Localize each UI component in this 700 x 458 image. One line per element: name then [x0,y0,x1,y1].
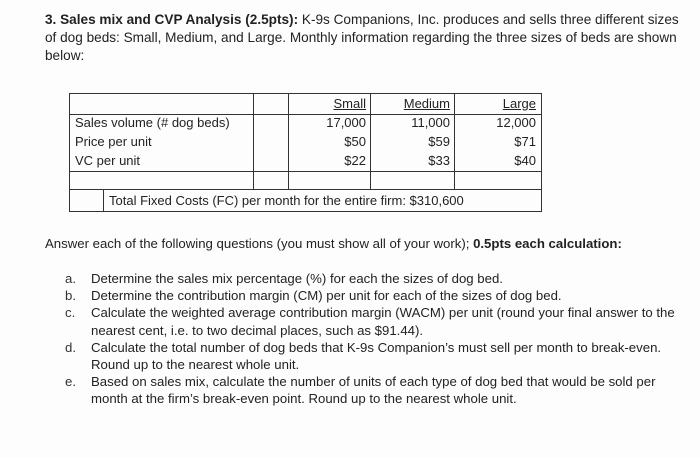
instructions-points: 0.5pts each calculation: [473,236,622,251]
question-e [65,373,677,407]
table-fc-divider [103,190,104,212]
instructions-text: Answer each of the following questions (you must show all of your work); [45,236,474,251]
fixed-costs-text: Total Fixed Costs (FC) per month for the entire firm: $310,600 [109,193,464,208]
table-border-top [69,93,542,94]
problem-title: 3. Sales mix and CVP Analysis (2.5pts): [45,12,299,27]
question-text: Calculate the total number of dog beds that K-9s Companion’s must sell per month to break-even. Round up to the nearest whole unit. [91,339,662,373]
cell-sales-small: 17,000 [326,115,366,130]
question-text: Determine the sales mix percentage (%) for each the sizes of dog bed. [91,271,503,286]
question-letter: b. [65,288,76,304]
question-a [65,270,677,287]
table-line-rows [69,171,542,172]
cell-price-medium: $59 [428,134,450,149]
table-col-divider-1 [253,93,254,190]
question-text: Based on sales mix, calculate the number of units of each type of dog bed that would be sold per month at the firm’s break-even point. Round up to the nearest whole unit. [91,374,656,407]
cell-vc-small: $22 [344,153,366,168]
cell-vc-large: $40 [514,153,536,168]
problem-intro [45,11,685,65]
question-letter: c. [65,305,76,321]
cell-vc-medium: $33 [428,153,450,168]
question-text: Calculate the weighted average contribution margin (WACM) per unit (round your final answer to the nearest cent, i.e. to two decimal places, such as $91.44). [91,305,675,338]
question-text: Determine the contribution margin (CM) per unit for each of the sizes of dog bed. [91,288,562,304]
question-c [65,304,677,338]
row-label-vc: VC per unit [75,153,141,168]
cell-price-small: $50 [344,134,366,149]
cell-sales-large: 12,000 [496,115,536,130]
question-d [65,339,677,373]
question-b [65,287,677,304]
column-header-medium: Medium [403,96,450,111]
problem-description: K-9s Companions, Inc. produces and sells three different sizes of dog beds: Small, Medium, and Large. Monthly information regarding the three sizes of beds are shown below: [45,12,679,63]
column-header-large: Large [502,96,536,111]
question-letter: d. [65,339,76,355]
table-border-bottom [69,211,542,212]
table-line-blank [69,189,542,190]
cell-price-large: $71 [514,134,536,149]
table-border-left [69,93,70,212]
question-letter: a. [65,271,76,286]
row-label-price: Price per unit [75,134,152,149]
cell-sales-medium: 11,000 [411,115,450,130]
table-border-right [541,93,542,212]
row-label-sales-volume: Sales volume (# dog beds) [75,115,230,130]
data-table [69,93,542,212]
instructions [45,235,675,252]
question-letter: e. [65,374,76,390]
column-header-small: Small [333,96,366,111]
question-list [65,270,677,408]
